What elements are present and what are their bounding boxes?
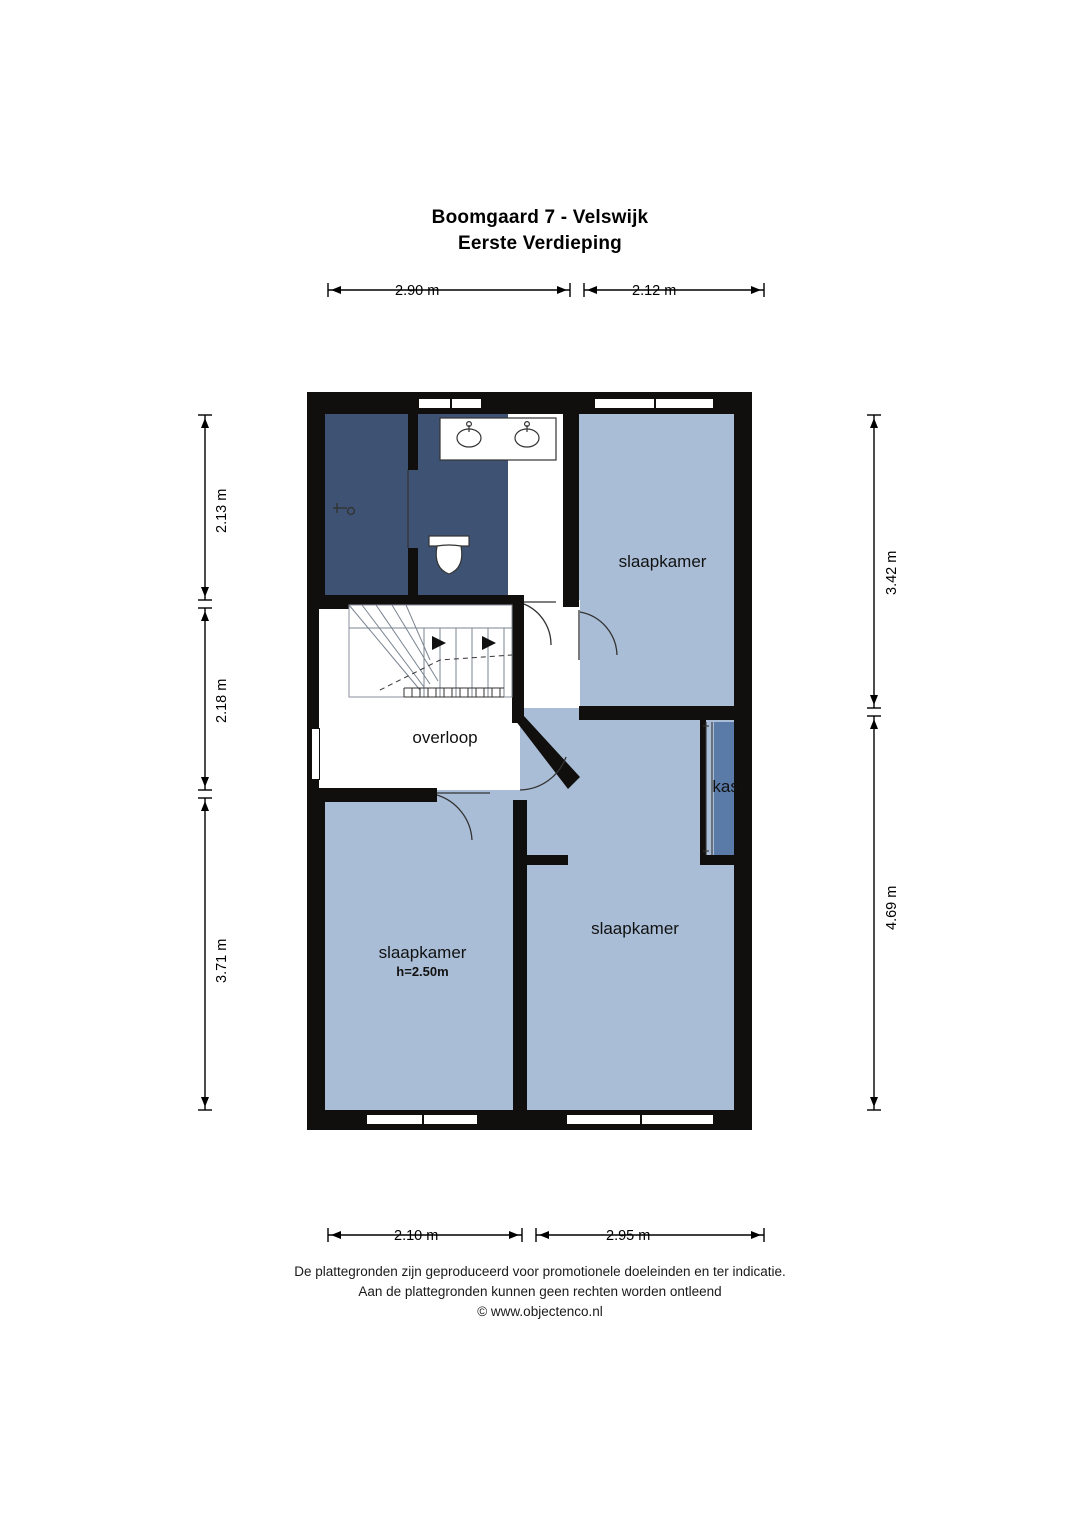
room-label-landing: overloop: [412, 728, 478, 747]
footer-copyright: © www.objectenco.nl: [477, 1304, 603, 1319]
room-label-bedroom-br: slaapkamer: [591, 919, 679, 938]
wall-interior-horizontal-2: [307, 788, 437, 802]
window-bottom-left: [366, 1114, 478, 1125]
dim-bottom-left: 2.10 m: [394, 1228, 439, 1244]
wall-interior-vertical-1: [563, 392, 579, 607]
room-label-bedroom-tr: slaapkamer: [618, 552, 707, 571]
footer-disclaimer: [0, 1262, 1080, 1322]
wall-interior-stair-right: [512, 595, 524, 723]
footer-line-1: De plattegronden zijn geproduceerd voor promotionele doeleinden en ter indicatie.: [294, 1264, 786, 1279]
wall-interior-horizontal-1: [307, 595, 512, 609]
wall-right: [734, 392, 752, 1128]
room-label-closet: kast: [712, 777, 744, 796]
window-left-landing: [311, 728, 320, 780]
dim-top-right: 2.12 m: [632, 283, 677, 299]
wall-interior-toilet-top: [408, 408, 418, 470]
footer-line-2: Aan de plattegronden kunnen geen rechten worden ontleend: [358, 1284, 722, 1299]
wall-closet-bottom: [700, 855, 752, 865]
dim-left-2: 2.18 m: [214, 678, 230, 723]
wall-interior-horizontal-3: [579, 706, 752, 720]
dim-bottom-right: 2.95 m: [606, 1228, 651, 1244]
room-sub-bedroom-bl: h=2.50m: [396, 964, 449, 979]
wall-left-upper: [307, 392, 325, 602]
wall-stub-br: [520, 855, 568, 865]
dim-right-1: 3.42 m: [884, 550, 900, 595]
dim-left-1: 2.13 m: [214, 488, 230, 533]
window-bottom-right: [566, 1114, 714, 1125]
window-top-right: [594, 398, 714, 409]
title-address: Boomgaard 7 - Velswijk: [431, 207, 649, 228]
dim-left-3: 3.71 m: [214, 938, 230, 983]
dim-right-2: 4.69 m: [884, 885, 900, 930]
title-floor: Eerste Verdieping: [458, 233, 622, 254]
dim-top-left: 2.90 m: [395, 283, 440, 299]
room-label-bedroom-bl: slaapkamer: [378, 943, 467, 962]
window-top-left: [418, 398, 482, 409]
